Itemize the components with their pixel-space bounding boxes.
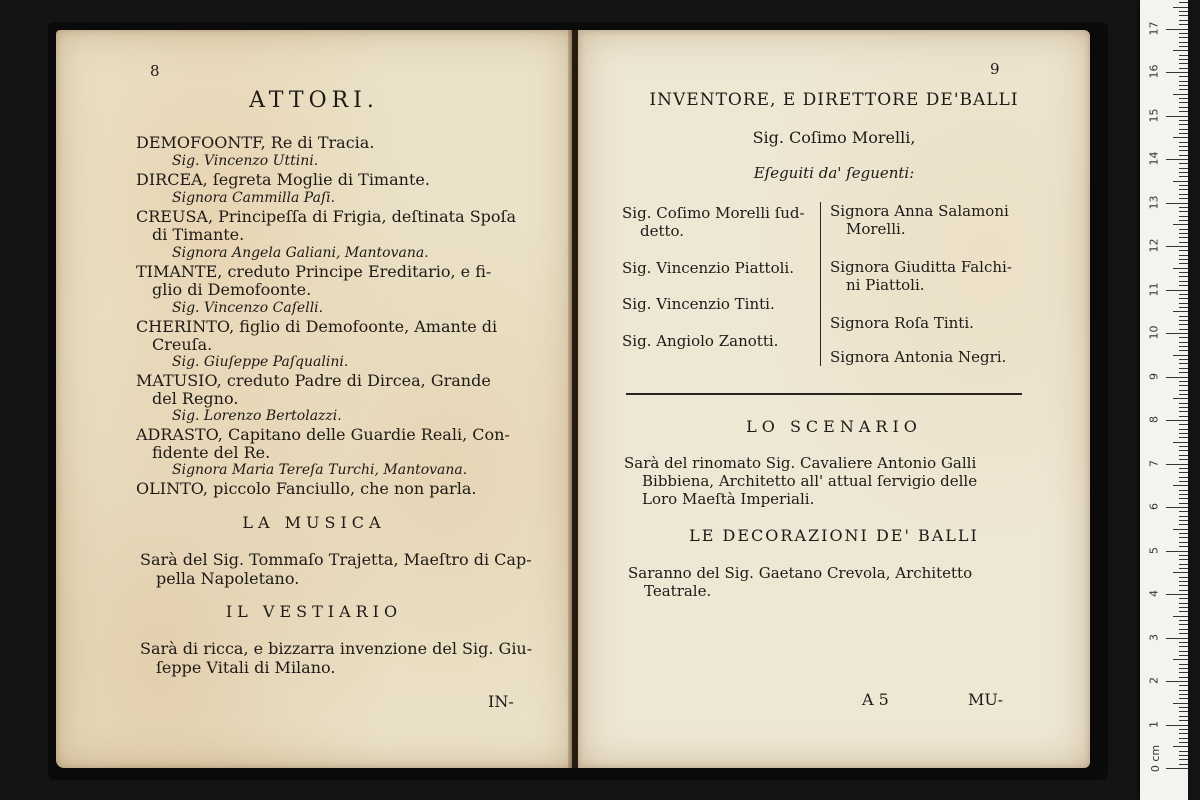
- ruler-tick: [1179, 698, 1188, 699]
- ruler-tick: [1179, 307, 1188, 308]
- ruler-tick: [1179, 81, 1188, 82]
- cast-role: OLINTO, piccolo Fanciullo, che non parla.: [136, 479, 477, 498]
- ruler-number: 10: [1147, 325, 1161, 340]
- ruler-tick: [1179, 198, 1188, 199]
- ruler-tick: [1179, 372, 1188, 373]
- eseguiti-label: Eſeguiti da' ſeguenti:: [753, 164, 915, 182]
- dancer-name: Signora Antonia Negri.: [830, 348, 1007, 366]
- ruler-tick: [1166, 594, 1188, 595]
- cast-actor: Sig. Lorenzo Bertolazzi.: [172, 408, 342, 424]
- ruler-tick: [1179, 216, 1188, 217]
- ruler-tick: [1179, 381, 1188, 382]
- ruler-tick: [1179, 390, 1188, 391]
- ruler-tick: [1179, 281, 1188, 282]
- ruler-tick: [1179, 133, 1188, 134]
- ruler-tick: [1179, 668, 1188, 669]
- ruler-tick: [1179, 524, 1188, 525]
- ruler-tick: [1179, 503, 1188, 504]
- ruler-tick: [1179, 285, 1188, 286]
- ruler-tick: [1179, 450, 1188, 451]
- ruler-tick: [1179, 229, 1188, 230]
- dancer-name: Sig. Angiolo Zanotti.: [622, 332, 779, 350]
- ruler-tick: [1179, 742, 1188, 743]
- attori-heading: ATTORI.: [249, 88, 379, 113]
- ruler-tick: [1173, 355, 1188, 356]
- ruler-tick: [1166, 246, 1188, 247]
- dancer-name: Sig. Coſimo Morelli ſud-: [622, 204, 805, 222]
- page-number-right: 9: [990, 60, 1000, 78]
- ruler-tick: [1179, 185, 1188, 186]
- dancer-name-cont: detto.: [640, 222, 685, 240]
- ruler-tick: [1179, 620, 1188, 621]
- ruler-tick: [1179, 172, 1188, 173]
- cast-actor: Sig. Vincenzo Uttini.: [172, 153, 319, 169]
- ruler-tick: [1179, 642, 1188, 643]
- cast-role: ADRASTO, Capitano delle Guardie Reali, Con-: [136, 425, 510, 444]
- ruler-tick: [1179, 207, 1188, 208]
- cast-role-cont: fidente del Re.: [152, 443, 271, 462]
- ruler-tick: [1179, 142, 1188, 143]
- ruler-tick: [1179, 581, 1188, 582]
- ruler-tick: [1179, 102, 1188, 103]
- ruler-tick: [1179, 46, 1188, 47]
- ruler-tick: [1179, 559, 1188, 560]
- ruler-tick: [1179, 220, 1188, 221]
- ruler-tick: [1179, 424, 1188, 425]
- ruler-tick: [1179, 651, 1188, 652]
- ruler-number: 8: [1147, 416, 1161, 423]
- cast-role: DEMOFOONTF, Re di Tracia.: [136, 133, 375, 152]
- cast-role-cont: di Timante.: [152, 225, 245, 244]
- ruler-tick: [1179, 751, 1188, 752]
- ruler-tick: [1179, 555, 1188, 556]
- section-rule: [626, 393, 1022, 395]
- ruler-tick: [1179, 629, 1188, 630]
- ruler-tick: [1179, 363, 1188, 364]
- ruler-tick: [1173, 572, 1188, 573]
- cast-actor: Signora Angela Galiani, Mantovana.: [172, 245, 429, 261]
- ruler-tick: [1173, 7, 1188, 8]
- ruler-number: 12: [1147, 238, 1161, 253]
- ruler-tick: [1166, 29, 1188, 30]
- ruler-number: 5: [1147, 546, 1161, 554]
- ruler-tick: [1179, 242, 1188, 243]
- ruler-tick: [1173, 181, 1188, 182]
- ruler-tick: [1179, 189, 1188, 190]
- ruler-number: 1: [1147, 720, 1161, 728]
- ruler-tick: [1179, 564, 1188, 565]
- ruler-tick: [1179, 498, 1188, 499]
- ruler-number: 14: [1147, 151, 1161, 166]
- ruler-tick: [1166, 681, 1188, 682]
- ruler-tick: [1179, 729, 1188, 730]
- catchword-left: IN-: [488, 692, 514, 711]
- ruler-tick: [1179, 394, 1188, 395]
- ruler-tick: [1179, 407, 1188, 408]
- ruler-number: 7: [1147, 459, 1161, 467]
- ruler-tick: [1173, 94, 1188, 95]
- balli-title: INVENTORE, E DIRETTORE DE'BALLI: [649, 90, 1019, 110]
- ruler-tick: [1179, 233, 1188, 234]
- ruler-tick: [1166, 116, 1188, 117]
- cast-role: DIRCEA, ſegreta Moglie di Timante.: [136, 170, 430, 189]
- ruler-tick: [1179, 168, 1188, 169]
- ruler-tick: [1179, 303, 1188, 304]
- cast-actor: Sig. Vincenzo Caſelli.: [172, 300, 324, 316]
- ruler-tick: [1179, 120, 1188, 121]
- ruler-tick: [1179, 55, 1188, 56]
- ruler-tick: [1166, 72, 1188, 73]
- ruler-tick: [1179, 720, 1188, 721]
- ruler-tick: [1179, 329, 1188, 330]
- musica-text-line: pella Napoletano.: [156, 569, 300, 588]
- ruler-tick: [1179, 455, 1188, 456]
- ruler-tick: [1179, 468, 1188, 469]
- ruler-tick: [1179, 546, 1188, 547]
- ruler-tick: [1179, 590, 1188, 591]
- ruler-tick: [1173, 616, 1188, 617]
- column-divider: [820, 202, 821, 366]
- ruler-tick: [1179, 359, 1188, 360]
- decorazioni-heading: LE DECORAZIONI DE' BALLI: [689, 526, 979, 545]
- ruler-tick: [1166, 290, 1188, 291]
- ruler-number: 16: [1147, 64, 1161, 79]
- ruler-tick: [1179, 677, 1188, 678]
- ruler-tick: [1179, 685, 1188, 686]
- ruler-tick: [1179, 89, 1188, 90]
- ruler-tick: [1166, 768, 1188, 769]
- ruler-tick: [1173, 659, 1188, 660]
- ruler-tick: [1179, 255, 1188, 256]
- ruler-tick: [1179, 124, 1188, 125]
- ruler-unit-label: 0 cm: [1149, 744, 1163, 773]
- ruler-tick: [1179, 11, 1188, 12]
- ruler-tick: [1179, 577, 1188, 578]
- ruler-tick: [1173, 746, 1188, 747]
- ruler-tick: [1179, 194, 1188, 195]
- ruler-tick: [1179, 716, 1188, 717]
- ruler-tick: [1179, 24, 1188, 25]
- decorazioni-text-line: Teatrale.: [644, 582, 712, 600]
- ruler-tick: [1179, 755, 1188, 756]
- cast-role: CREUSA, Principeſſa di Frigia, deſtinata Spoſa: [136, 207, 516, 226]
- ruler-tick: [1179, 664, 1188, 665]
- ruler-tick: [1166, 333, 1188, 334]
- ruler-tick: [1179, 733, 1188, 734]
- ruler-number: 2: [1147, 677, 1161, 684]
- ruler-tick: [1179, 472, 1188, 473]
- dancer-name-cont: ni Piattoli.: [846, 276, 925, 294]
- ruler-number: 13: [1147, 195, 1161, 209]
- ruler-tick: [1179, 337, 1188, 338]
- ruler-tick: [1179, 346, 1188, 347]
- ruler-tick: [1179, 320, 1188, 321]
- cast-actor: Signora Maria Tereſa Turchi, Mantovana.: [172, 462, 468, 478]
- ruler-tick: [1179, 146, 1188, 147]
- ruler-tick: [1179, 477, 1188, 478]
- ruler-tick: [1166, 507, 1188, 508]
- scenario-text-line: Loro Maeſtà Imperiali.: [642, 490, 815, 508]
- ruler-tick: [1179, 646, 1188, 647]
- ruler-tick: [1173, 268, 1188, 269]
- ruler-tick: [1179, 111, 1188, 112]
- dancer-name: Sig. Vincenzio Tinti.: [622, 295, 775, 313]
- ruler-tick: [1173, 50, 1188, 51]
- cast-role: TIMANTE, creduto Principe Ereditario, e fi-: [136, 262, 492, 281]
- ruler-tick: [1179, 598, 1188, 599]
- ruler-tick: [1166, 203, 1188, 204]
- ruler-tick: [1179, 20, 1188, 21]
- ruler-tick: [1179, 155, 1188, 156]
- ruler-tick: [1179, 68, 1188, 69]
- ruler-tick: [1179, 342, 1188, 343]
- ruler-tick: [1179, 15, 1188, 16]
- vestiario-text-line: ſeppe Vitali di Milano.: [156, 658, 336, 677]
- ruler-tick: [1179, 633, 1188, 634]
- ruler-tick: [1179, 76, 1188, 77]
- ruler-tick: [1179, 568, 1188, 569]
- ruler-tick: [1179, 316, 1188, 317]
- ruler-tick: [1179, 163, 1188, 164]
- ruler-tick: [1179, 690, 1188, 691]
- ruler-tick: [1179, 211, 1188, 212]
- ruler-tick: [1173, 485, 1188, 486]
- ruler-tick: [1179, 459, 1188, 460]
- ruler-tick: [1179, 107, 1188, 108]
- ruler-tick: [1179, 129, 1188, 130]
- ruler-tick: [1179, 411, 1188, 412]
- musica-heading: LA MUSICA: [242, 513, 386, 532]
- ruler-tick: [1179, 42, 1188, 43]
- ruler-tick: [1173, 311, 1188, 312]
- scenario-text-line: Bibbiena, Architetto all' attual ſervigio delle: [642, 472, 978, 490]
- ruler-tick: [1179, 85, 1188, 86]
- left-page: [56, 30, 572, 768]
- ruler-tick: [1179, 494, 1188, 495]
- ruler-tick: [1166, 159, 1188, 160]
- director-name: Sig. Coſimo Morelli,: [752, 128, 916, 147]
- ruler-tick: [1179, 585, 1188, 586]
- ruler-tick: [1179, 624, 1188, 625]
- ruler-tick: [1173, 442, 1188, 443]
- scenario-heading: LO SCENARIO: [746, 417, 922, 436]
- ruler-tick: [1179, 385, 1188, 386]
- ruler-tick: [1173, 398, 1188, 399]
- vestiario-heading: IL VESTIARIO: [225, 602, 403, 621]
- ruler-tick: [1166, 638, 1188, 639]
- ruler-tick: [1179, 350, 1188, 351]
- ruler-number: 4: [1147, 590, 1161, 597]
- ruler-tick: [1179, 711, 1188, 712]
- ruler-tick: [1179, 59, 1188, 60]
- ruler-tick: [1179, 33, 1188, 34]
- page-number-left: 8: [150, 62, 160, 80]
- right-page: [578, 30, 1090, 768]
- ruler-tick: [1179, 250, 1188, 251]
- ruler-number: 15: [1147, 108, 1161, 122]
- ruler-tick: [1179, 655, 1188, 656]
- ruler-tick: [1179, 324, 1188, 325]
- ruler-tick: [1179, 298, 1188, 299]
- ruler-tick: [1179, 263, 1188, 264]
- ruler-tick: [1179, 694, 1188, 695]
- ruler-tick: [1179, 738, 1188, 739]
- cast-actor: Signora Cammilla Paſi.: [172, 190, 336, 206]
- ruler-tick: [1166, 420, 1188, 421]
- ruler-tick: [1173, 224, 1188, 225]
- cast-role-cont: del Regno.: [152, 389, 239, 408]
- ruler-tick: [1179, 150, 1188, 151]
- ruler-tick: [1179, 368, 1188, 369]
- ruler-tick: [1179, 603, 1188, 604]
- ruler-tick: [1179, 429, 1188, 430]
- ruler-tick: [1179, 759, 1188, 760]
- decorazioni-text-line: Saranno del Sig. Gaetano Crevola, Architetto: [628, 564, 973, 582]
- ruler-tick: [1179, 259, 1188, 260]
- ruler-tick: [1179, 446, 1188, 447]
- ruler-tick: [1179, 520, 1188, 521]
- dancer-name-cont: Morelli.: [846, 220, 906, 238]
- ruler-number: 11: [1147, 282, 1161, 296]
- cast-role: CHERINTO, figlio di Demofoonte, Amante di: [136, 317, 498, 336]
- ruler-tick: [1179, 537, 1188, 538]
- ruler-tick: [1173, 137, 1188, 138]
- dancer-name: Signora Giuditta Falchi-: [830, 258, 1012, 276]
- ruler-tick: [1179, 672, 1188, 673]
- ruler-tick: [1179, 276, 1188, 277]
- ruler-tick: [1179, 481, 1188, 482]
- ruler-tick: [1166, 551, 1188, 552]
- ruler-tick: [1179, 403, 1188, 404]
- ruler-tick: [1173, 703, 1188, 704]
- measuring-ruler: [1140, 0, 1188, 800]
- dancer-name: Signora Anna Salamoni: [830, 202, 1009, 220]
- ruler-tick: [1166, 377, 1188, 378]
- ruler-tick: [1179, 511, 1188, 512]
- vestiario-text-line: Sarà di ricca, e bizzarra invenzione del Sig. Giu-: [140, 639, 533, 658]
- cast-role-cont: Creuſa.: [152, 335, 213, 354]
- ruler-number: 3: [1147, 633, 1161, 641]
- ruler-number: 6: [1147, 503, 1161, 510]
- ruler-tick: [1179, 98, 1188, 99]
- catchword-right: MU-: [968, 690, 1003, 709]
- ruler-tick: [1179, 707, 1188, 708]
- cast-actor: Sig. Giuſeppe Paſqualini.: [172, 354, 349, 370]
- signature-mark: A 5: [862, 690, 889, 709]
- ruler-tick: [1179, 542, 1188, 543]
- ruler-number: 17: [1147, 21, 1161, 35]
- ruler-tick: [1179, 2, 1188, 3]
- ruler-tick: [1179, 416, 1188, 417]
- cast-role: MATUSIO, creduto Padre di Dircea, Grande: [136, 371, 491, 390]
- musica-text-line: Sarà del Sig. Tommaſo Trajetta, Maeſtro di Cap-: [140, 550, 532, 569]
- ruler-tick: [1179, 63, 1188, 64]
- dancer-name: Sig. Vincenzio Piattoli.: [622, 259, 794, 277]
- ruler-tick: [1166, 725, 1188, 726]
- ruler-tick: [1179, 607, 1188, 608]
- ruler-tick: [1166, 464, 1188, 465]
- ruler-tick: [1179, 437, 1188, 438]
- ruler-tick: [1179, 764, 1188, 765]
- cast-role-cont: glio di Demofoonte.: [152, 280, 312, 299]
- dancer-name: Signora Roſa Tinti.: [830, 314, 974, 332]
- scenario-text-line: Sarà del rinomato Sig. Cavaliere Antonio Galli: [624, 454, 977, 472]
- ruler-tick: [1179, 433, 1188, 434]
- ruler-number: 9: [1147, 372, 1161, 380]
- ruler-tick: [1179, 272, 1188, 273]
- ruler-tick: [1179, 294, 1188, 295]
- ruler-tick: [1179, 176, 1188, 177]
- ruler-tick: [1179, 237, 1188, 238]
- ruler-tick: [1179, 516, 1188, 517]
- ruler-tick: [1179, 37, 1188, 38]
- ruler-tick: [1179, 533, 1188, 534]
- ruler-tick: [1173, 529, 1188, 530]
- ruler-tick: [1179, 490, 1188, 491]
- ruler-tick: [1179, 611, 1188, 612]
